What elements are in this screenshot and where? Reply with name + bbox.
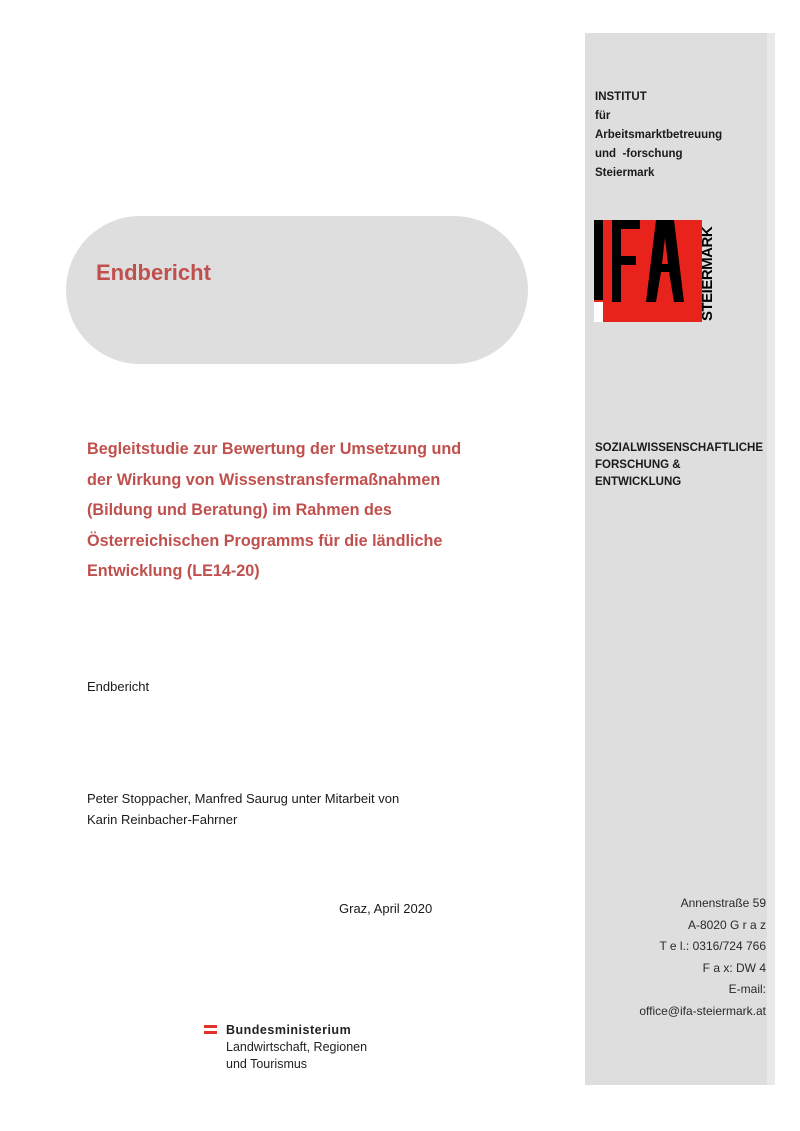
logo-vertical-text: STEIERMARK [699, 226, 716, 321]
address-line: F a x: DW 4 [702, 960, 766, 975]
institute-line: INSTITUT [595, 91, 647, 103]
ministry-name: Bundesministerium [226, 1023, 352, 1037]
ministry-line: Landwirtschaft, Regionen [226, 1040, 368, 1054]
institute-line: für [595, 110, 611, 122]
address-line: Annenstraße 59 [680, 896, 766, 910]
address-line: A-8020 G r a z [687, 917, 766, 932]
authors [87, 788, 399, 830]
research-tagline [595, 440, 765, 491]
place-date: Graz, April 2020 [339, 901, 433, 916]
study-title-line: Begleitstudie zur Bewertung der Umsetzung und [87, 440, 462, 458]
authors-line: Peter Stoppacher, Manfred Saurug unter Mitarbeit von [87, 791, 400, 806]
report-type-banner [66, 216, 528, 364]
report-type-label: Endbericht [96, 260, 211, 285]
document-subtitle: Endbericht [87, 679, 150, 694]
research-line: ENTWICKLUNG [595, 476, 682, 488]
austrian-flag-icon [204, 1025, 217, 1035]
institute-line: Steiermark [595, 167, 655, 179]
research-line: FORSCHUNG & [595, 459, 681, 471]
sidebar-edge [767, 33, 775, 1085]
ifa-logo [594, 220, 719, 322]
study-title-line: Österreichischen Programms für die ländliche [87, 531, 443, 550]
contact-address [595, 893, 766, 1022]
institute-line: und -forschung [595, 148, 683, 160]
authors-line: Karin Reinbacher-Fahrner [87, 812, 238, 827]
study-title-line: der Wirkung von Wissenstransfermaßnahmen [87, 470, 441, 489]
email-address: office@ifa-steiermark.at [639, 1003, 766, 1018]
study-title-line: Entwicklung (LE14-20) [87, 562, 260, 580]
research-line: SOZIALWISSENSCHAFTLICHE [595, 442, 764, 454]
institute-name [595, 88, 760, 183]
institute-line: Arbeitsmarktbetreuung [595, 129, 723, 141]
study-title [87, 434, 487, 587]
address-line: T e l.: 0316/724 766 [659, 939, 766, 953]
study-title-line: (Bildung und Beratung) im Rahmen des [87, 501, 392, 519]
address-line: E-mail: [728, 982, 766, 996]
ministry-line: und Tourismus [226, 1057, 308, 1071]
